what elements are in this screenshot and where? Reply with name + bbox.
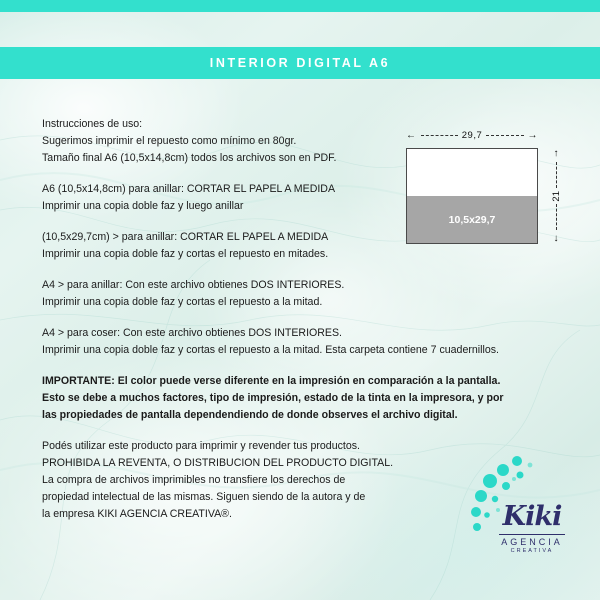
text-line: A4 > para anillar: Con este archivo obtienes DOS INTERIORES. bbox=[42, 279, 345, 291]
paper-half-blank bbox=[407, 149, 537, 196]
logo-line-2: CREATIVA bbox=[510, 548, 554, 554]
paper-rectangle bbox=[406, 148, 538, 244]
height-value: 21 bbox=[550, 190, 562, 202]
arrow-up-icon bbox=[554, 148, 559, 159]
paragraph-a4-coser bbox=[42, 325, 562, 359]
dimension-line bbox=[556, 204, 557, 230]
title-bar bbox=[0, 47, 600, 79]
logo-divider bbox=[499, 534, 565, 535]
text-line: Podés utilizar este producto para imprimir y revender tus productos. bbox=[42, 440, 360, 452]
width-dimension bbox=[406, 128, 538, 142]
text-line: IMPORTANTE: El color puede verse diferente en la impresión en comparación a la pantalla. bbox=[42, 375, 501, 387]
top-accent-bar bbox=[0, 0, 600, 12]
paper-size-diagram bbox=[400, 128, 570, 273]
width-value: 29,7 bbox=[461, 129, 483, 141]
height-dimension bbox=[546, 148, 566, 244]
paper-half-labeled: 10,5x29,7 bbox=[407, 196, 537, 243]
text-line: A4 > para coser: Con este archivo obtienes DOS INTERIORES. bbox=[42, 327, 342, 339]
text-line: Imprimir una copia doble faz y cortas el repuesto a la mitad. Esta carpeta contiene 7 cuadernillos. bbox=[42, 344, 499, 356]
arrow-down-icon bbox=[554, 233, 559, 244]
dimension-line bbox=[556, 162, 557, 188]
text-line: A6 (10,5x14,8cm) para anillar: CORTAR EL PAPEL A MEDIDA bbox=[42, 183, 336, 195]
page-title: INTERIOR DIGITAL A6 bbox=[209, 56, 391, 70]
text-line: Imprimir una copia doble faz y luego anillar bbox=[42, 200, 244, 212]
dimension-line bbox=[486, 135, 523, 136]
brand-logo bbox=[470, 455, 580, 565]
arrow-right-icon bbox=[528, 130, 539, 141]
text-line: PROHIBIDA LA REVENTA, O DISTRIBUCION DEL PRODUCTO DIGITAL. bbox=[42, 457, 394, 469]
text-line: Tamaño final A6 (10,5x14,8cm) todos los archivos son en PDF. bbox=[42, 152, 337, 164]
paragraph-importante bbox=[42, 373, 562, 424]
text-line: propiedad intelectual de las mismas. Siguen siendo de la autora y de bbox=[42, 491, 366, 503]
logo-text bbox=[484, 501, 580, 554]
paragraph-a4-anillar bbox=[42, 277, 562, 311]
dimension-line bbox=[421, 135, 458, 136]
logo-line-1: AGENCIA bbox=[501, 537, 563, 547]
text-line: las propiedades de pantalla dependendiendo de donde observes el archivo digital. bbox=[42, 409, 458, 421]
text-line: Esto se debe a muchos factores, tipo de impresión, estado de la tinta en la impresora, y por bbox=[42, 392, 504, 404]
text-line: Sugerimos imprimir el repuesto como mínimo en 80gr. bbox=[42, 135, 297, 147]
text-line: Imprimir una copia doble faz y cortas el repuesto en mitades. bbox=[42, 248, 329, 260]
text-line: La compra de archivos imprimibles no transfiere los derechos de bbox=[42, 474, 346, 486]
logo-brand: Kiki bbox=[502, 501, 562, 532]
text-line: la empresa KIKI AGENCIA CREATIVA®. bbox=[42, 508, 232, 520]
text-line: Instrucciones de uso: bbox=[42, 118, 143, 130]
arrow-left-icon bbox=[406, 130, 417, 141]
text-line: (10,5x29,7cm) > para anillar: CORTAR EL PAPEL A MEDIDA bbox=[42, 231, 329, 243]
text-line: Imprimir una copia doble faz y cortas el repuesto a la mitad. bbox=[42, 296, 323, 308]
